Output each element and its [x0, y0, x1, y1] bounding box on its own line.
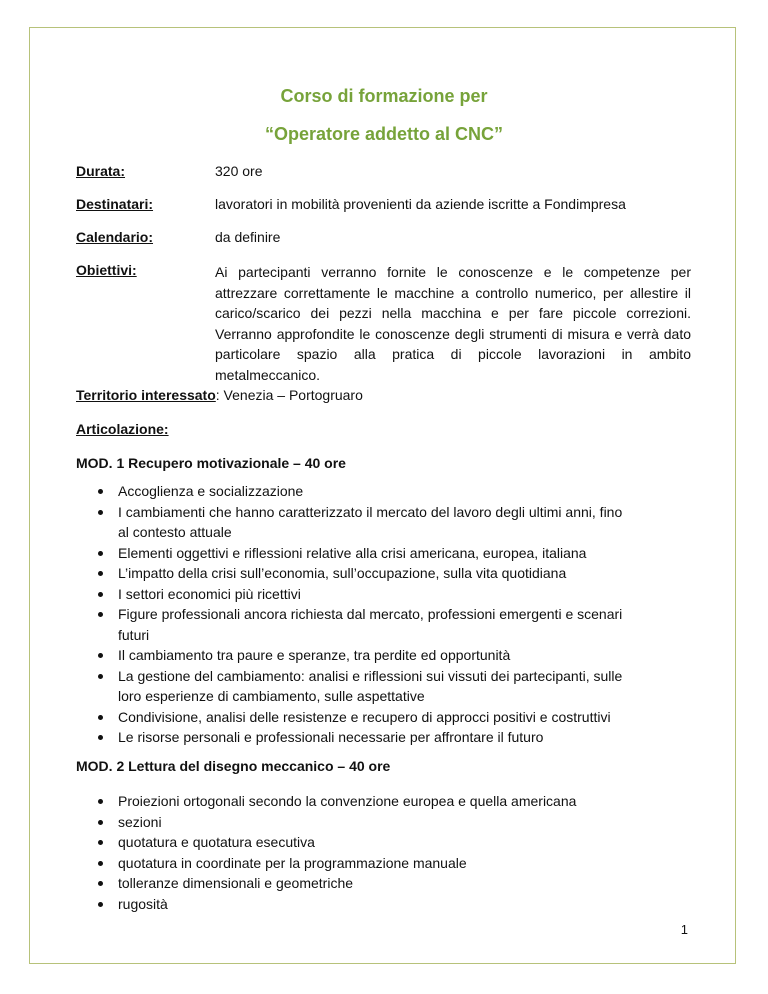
bullet-icon — [98, 489, 103, 494]
bullet-icon — [98, 571, 103, 576]
list-item: Accoglienza e socializzazione — [76, 481, 636, 502]
list-item: L’impatto della crisi sull’economia, sull’occupazione, sulla vita quotidiana — [76, 563, 636, 584]
bullet-icon — [98, 612, 103, 617]
list-item: Le risorse personali e professionali necessarie per affrontare il futuro — [76, 727, 636, 748]
list-item: quotatura e quotatura esecutiva — [76, 832, 636, 853]
course-title-line1: Corso di formazione per — [280, 86, 488, 106]
module-1-list — [76, 481, 636, 748]
list-item: La gestione del cambiamento: analisi e riflessioni sui vissuti dei partecipanti, sulle loro esperienze di cambiamento, sulle aspettative — [76, 666, 636, 707]
field-destinatari-value: lavoratori in mobilità provenienti da aziende iscritte a Fondimpresa — [215, 196, 626, 212]
list-item: Proiezioni ortogonali secondo la convenzione europea e quella americana — [76, 791, 636, 812]
field-calendario-label: Calendario: — [76, 229, 154, 245]
bullet-icon — [98, 551, 103, 556]
module-title: MOD. 1 Recupero motivazionale – 40 ore — [76, 455, 346, 471]
list-item: tolleranze dimensionali e geometriche — [76, 873, 636, 894]
course-title-line2: “Operatore addetto al CNC” — [264, 124, 504, 144]
bullet-icon — [98, 510, 103, 515]
module-2-list — [76, 791, 636, 914]
field-obiettivi-value: Ai partecipanti verranno fornite le conoscenze e le competenze per attrezzare correttamente le macchine a controllo numerico, per allestire il carico/scarico dei pezzi nella macchina e per fare piccole correzioni. Verranno approfondite le conoscenze degli strumenti di misura e verrà dato particolare spazio alla pratica di piccole lavorazioni in ambito metalmeccanico. — [215, 264, 691, 383]
articolazione-heading: Articolazione: — [76, 421, 169, 437]
list-item: Il cambiamento tra paure e speranze, tra perdite ed opportunità — [76, 645, 636, 666]
module-title: MOD. 2 Lettura del disegno meccanico – 40 ore — [76, 758, 391, 774]
field-durata-value: 320 ore — [215, 163, 263, 179]
bullet-icon — [98, 820, 103, 825]
list-item: Elementi oggettivi e riflessioni relative alla crisi americana, europea, italiana — [76, 543, 636, 564]
territorio — [76, 387, 363, 403]
territorio-value: : Venezia – Portogruaro — [215, 387, 363, 403]
field-durata-label: Durata: — [76, 163, 126, 179]
bullet-icon — [98, 881, 103, 886]
list-item: sezioni — [76, 812, 636, 833]
bullet-icon — [98, 653, 103, 658]
list-item: rugosità — [76, 894, 636, 915]
field-destinatari-label: Destinatari: — [76, 196, 154, 212]
territorio-label: Territorio interessato — [76, 387, 216, 403]
field-obiettivi-label: Obiettivi: — [76, 262, 137, 278]
bullet-icon — [98, 799, 103, 804]
bullet-icon — [98, 674, 103, 679]
list-item: I settori economici più ricettivi — [76, 584, 636, 605]
list-item: quotatura in coordinate per la programmazione manuale — [76, 853, 636, 874]
bullet-icon — [98, 592, 103, 597]
list-item: Figure professionali ancora richiesta dal mercato, professioni emergenti e scenari futuri — [76, 604, 636, 645]
list-item: I cambiamenti che hanno caratterizzato il mercato del lavoro degli ultimi anni, fino al contesto attuale — [76, 502, 636, 543]
bullet-icon — [98, 840, 103, 845]
bullet-icon — [98, 861, 103, 866]
bullet-icon — [98, 715, 103, 720]
list-item: Condivisione, analisi delle resistenze e recupero di approcci positivi e costruttivi — [76, 707, 636, 728]
page-number: 1 — [680, 922, 688, 937]
field-calendario-value: da definire — [215, 229, 281, 245]
bullet-icon — [98, 735, 103, 740]
bullet-icon — [98, 902, 103, 907]
